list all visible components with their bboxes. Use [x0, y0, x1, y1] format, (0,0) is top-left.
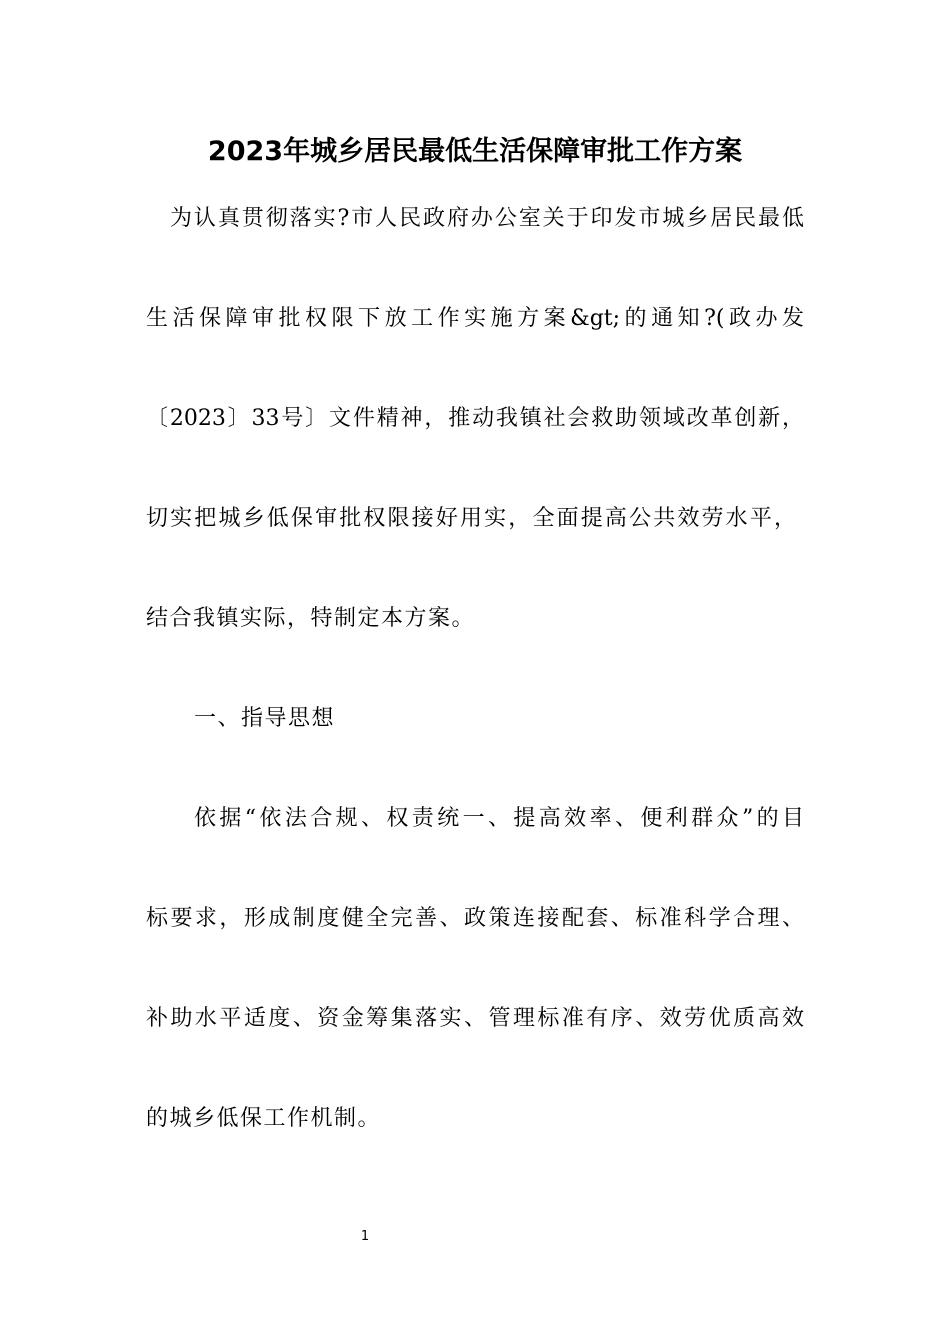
paragraph-line: 标要求，形成制度健全完善、政策连接配套、标准科学合理、 [146, 906, 804, 931]
paragraph-line: 的城乡低保工作机制。 [146, 1106, 382, 1131]
document-title: 2023年城乡居民最低生活保障审批工作方案 [207, 136, 743, 167]
section-heading: 一、指导思想 [194, 706, 336, 731]
paragraph-line: 生活保障审批权限下放工作实施方案&gt;的通知?(政办发 [146, 306, 804, 331]
paragraph-line: 结合我镇实际，特制定本方案。 [146, 606, 476, 631]
page-number: 1 [360, 1229, 370, 1244]
paragraph-line: 〔2023〕33号〕文件精神，推动我镇社会救助领域改革创新， [146, 406, 804, 431]
paragraph-line: 依据“依法合规、权责统一、提高效率、便利群众”的目 [194, 806, 804, 831]
paragraph-line: 切实把城乡低保审批权限接好用实，全面提高公共效劳水平， [146, 506, 796, 531]
paragraph-line: 为认真贯彻落实?市人民政府办公室关于印发市城乡居民最低 [170, 206, 804, 231]
paragraph-line: 补助水平适度、资金筹集落实、管理标准有序、效劳优质高效 [146, 1006, 804, 1031]
